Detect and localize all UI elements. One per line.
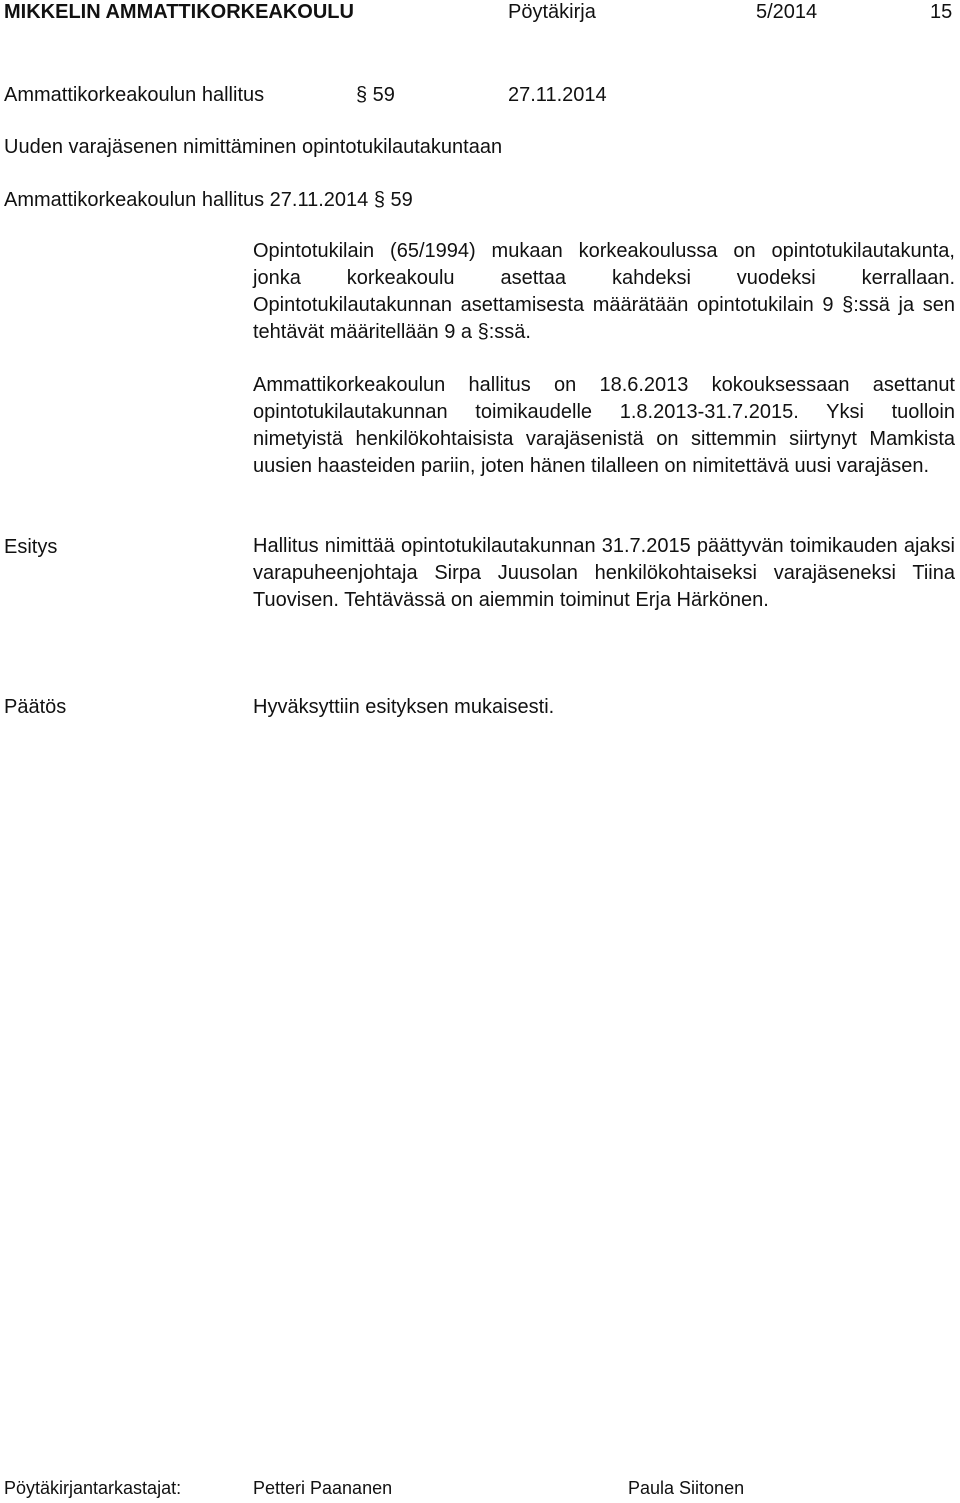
page-number: 15 (930, 1, 953, 23)
meeting-date: 27.11.2014 (508, 84, 607, 106)
item-reference: Ammattikorkeakoulun hallitus 27.11.2014 § 59 (4, 189, 413, 211)
organization-name: MIKKELIN AMMATTIKORKEAKOULU (4, 1, 354, 23)
paragraph-legal-basis: Opintotukilain (65/1994) mukaan korkeakoulussa on opintotukilautakunta, jonka korkeakoulu asettaa kahdeksi vuodeksi kerrallaan. Opintotukilautakunnan asettamisesta määrätään opintotukilain 9 §:ssä ja sen tehtävät määritellään 9 a §:ssä. (253, 240, 955, 343)
proposal-text: Hallitus nimittää opintotukilautakunnan 31.7.2015 päättyvän toimikauden ajaksi varapuheenjohtaja Sirpa Juusolan henkilökohtaiseksi varajäseneksi Tiina Tuovisen. Tehtävässä on aiemmin toiminut Erja Härkönen. (253, 535, 955, 611)
footer-label: Pöytäkirjantarkastajat: (4, 1478, 182, 1498)
decision-label: Päätös (4, 696, 67, 718)
item-title: Uuden varajäsenen nimittäminen opintotukilautakuntaan (4, 136, 503, 158)
document-number: 5/2014 (756, 1, 818, 23)
paragraph-background: Ammattikorkeakoulun hallitus on 18.6.2013 kokouksessaan asettanut opintotukilautakunnan toimikaudelle 1.8.2013-31.7.2015. Yksi tuolloin nimetyistä henkilökohtaisista varajäsenistä on sittemmin siirtynyt Mamkista uusien haasteiden pariin, joten hänen tilalleen on nimitettävä uusi varajäsen. (253, 374, 955, 477)
decision-text: Hyväksyttiin esityksen mukaisesti. (253, 696, 555, 718)
proposal-label: Esitys (4, 536, 58, 558)
footer-checker-2: Paula Siitonen (628, 1478, 745, 1498)
meeting-body: Ammattikorkeakoulun hallitus (4, 84, 265, 106)
document-type: Pöytäkirja (508, 1, 596, 23)
section-number: § 59 (356, 84, 395, 106)
footer-checker-1: Petteri Paananen (253, 1478, 393, 1498)
